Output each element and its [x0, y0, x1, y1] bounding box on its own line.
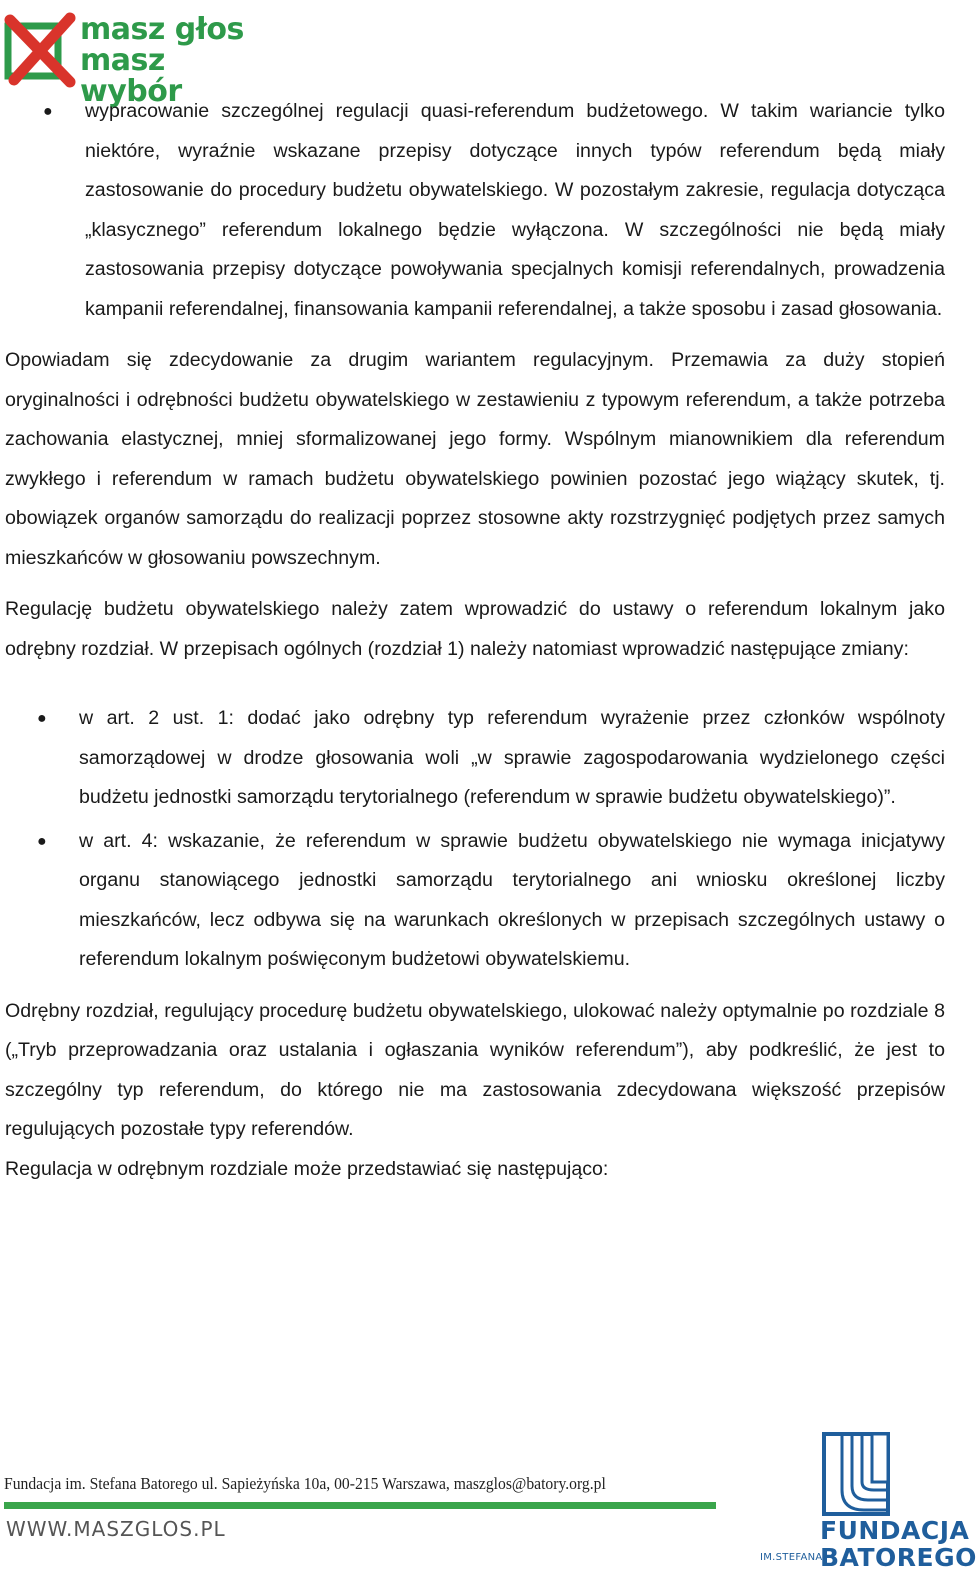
page-footer: [0, 1430, 977, 1588]
footer-website: WWW.MASZGLOS.PL: [6, 1517, 226, 1541]
batory-emblem-icon: [820, 1430, 900, 1526]
paragraph-regulation: Regulację budżetu obywatelskiego należy zatem wprowadzić do ustawy o referendum lokalnym jako odrębny rozdział. W przepisach ogólnych (rozdział 1) należy natomiast wprowadzić następujące zmiany:: [5, 598, 945, 660]
batorego-label: BATOREGO: [820, 1543, 977, 1572]
paragraph-chapter: Odrębny rozdział, regulujący procedurę budżetu obywatelskiego, ulokować należy optymalnie po rozdziale 8 („Tryb przeprowadzania oraz ustalania i ogłaszania wyników referendum”), aby podkreślić, że jest to szczególny typ referendum, do którego nie ma zastosowania zdecydowana większość przepisów regulujących pozostałe typy referendów.: [5, 999, 945, 1140]
bullet-list-variant: [5, 92, 945, 329]
im-stefana-label: IM.STEFANA: [760, 1552, 823, 1563]
fundacja-batorego-logo: [758, 1430, 977, 1588]
document-body: [5, 92, 945, 1189]
masz-glos-logo: [4, 10, 274, 109]
list-item: [43, 92, 945, 329]
bullet-list-changes: [5, 699, 945, 980]
paragraph-intro: Regulacja w odrębnym rozdziale może przedstawiać się następująco:: [5, 1157, 609, 1180]
list-item-text: wypracowanie szczególnej regulacji quasi-referendum budżetowego. W takim wariancie tylko niektóre, wyraźnie wskazane przepisy dotyczące innych typów referendum będą miały zastosowanie do procedury budżetu obywatelskiego. W pozostałym zakresie, regulacja dotycząca „klasycznego” referendum lokalnego będzie wyłączona. W szczególności nie będą miały zastosowania przepisy dotyczące powoływania specjalnych komisji referendalnych, prowadzenia kampanii referendalnej, finansowania kampanii referendalnej, a także sposobu i zasad głosowania.: [85, 100, 945, 320]
logo-line-1: masz głos: [80, 12, 244, 47]
fundacja-label: FUNDACJA: [820, 1516, 970, 1545]
list-item-text: w art. 4: wskazanie, że referendum w sprawie budżetu obywatelskiego nie wymaga inicjatywy organu stanowiącego jednostki samorządu terytorialnego ani wniosku określonej liczby mieszkańców, lecz odbywa się na warunkach określonych w przepisach szczególnych ustawy o referendum lokalnym poświęconym budżetowi obywatelskiemu.: [79, 829, 945, 970]
list-item-text: w art. 2 ust. 1: dodać jako odrębny typ referendum wyrażenie przez członków wspólnoty samorządowej w drodze głosowania woli „w sprawie zagospodarowania wydzielonego części budżetu jednostki samorządu terytorialnego (referendum w sprawie budżetu obywatelskiego)”.: [79, 707, 945, 808]
paragraph-opinion: Opowiadam się zdecydowanie za drugim wariantem regulacyjnym. Przemawia za duży stopień oryginalności i odrębności budżetu obywatelskiego w zestawieniu z typowym referendum, a także potrzeba zachowania elastycznej, mniej sformalizowanej jego formy. Wspólnym mianownikiem dla referendum zwykłego i referendum w ramach budżetu obywatelskiego powinien pozostać jego wiążący skutek, tj. obowiązek organów samorządu do realizacji poprzez stosowne akty rozstrzygnięć podjętych przez samych mieszkańców w głosowaniu powszechnym.: [5, 349, 945, 569]
list-item: [37, 699, 945, 818]
bullet-icon: ●: [37, 832, 47, 850]
red-x-icon: [4, 12, 78, 86]
footer-address: Fundacja im. Stefana Batorego ul. Sapieżyńska 10a, 00-215 Warszawa, maszglos@batory.org.pl: [4, 1474, 606, 1493]
logo-line-2: masz wybór: [80, 43, 182, 109]
bullet-icon: ●: [43, 103, 53, 120]
bullet-icon: ●: [37, 710, 47, 727]
list-item: [37, 822, 945, 980]
footer-divider: [4, 1502, 716, 1509]
